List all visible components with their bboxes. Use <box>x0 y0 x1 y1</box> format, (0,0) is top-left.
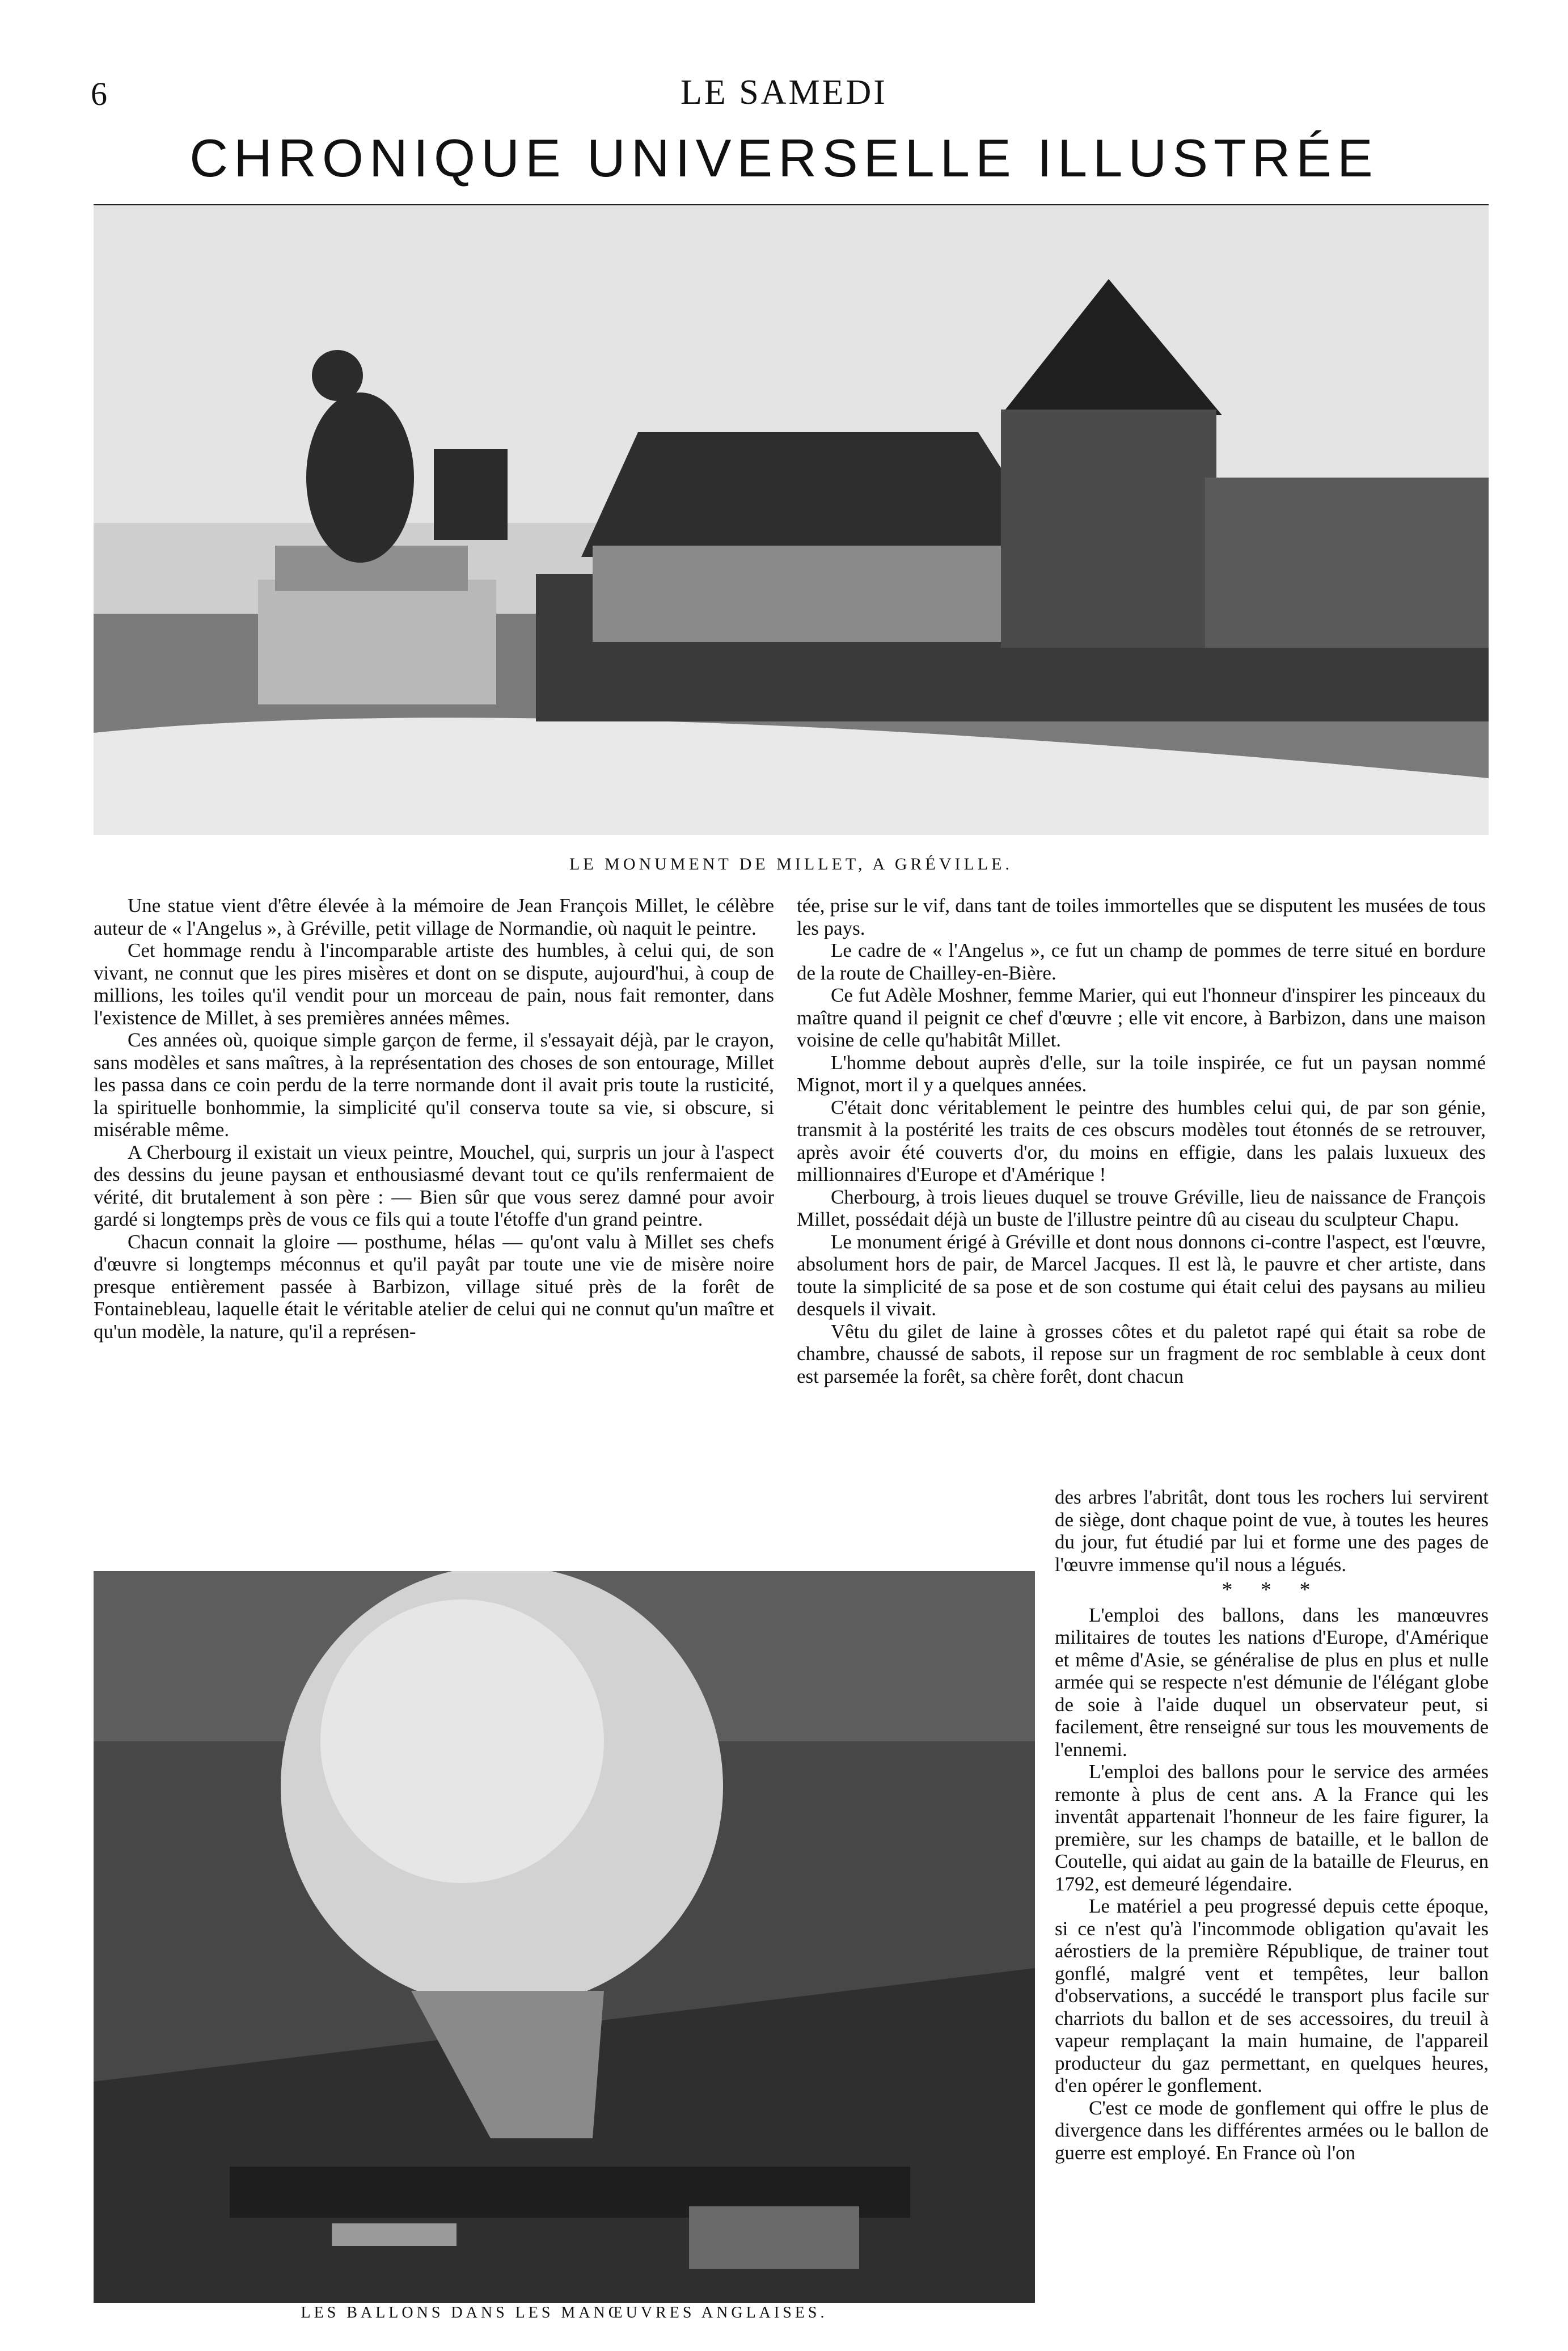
article-column-left <box>94 894 774 1343</box>
paragraph: L'homme debout auprès d'elle, sur la toile inspirée, ce fut un paysan nommé Mignot, mort il y a quelques années. <box>797 1051 1486 1096</box>
balloon-caption: LES BALLONS DANS LES MANŒUVRES ANGLAISES. <box>301 2304 828 2322</box>
monument-caption: LE MONUMENT DE MILLET, A GRÉVILLE. <box>569 855 1013 873</box>
paragraph: L'emploi des ballons pour le service des armées remonte à plus de cent ans. A la France qui les inventât appartenait l'honneur de les faire figurer, la première, sur les champs de bataille, et le ballon de Coutelle, qui aidat au gain de la bataille de Fleurus, en 1792, est demeuré légendaire. <box>1055 1761 1489 1895</box>
masthead-title: CHRONIQUE UNIVERSELLE ILLUSTRÉE <box>189 128 1379 188</box>
paragraph: A Cherbourg il existait un vieux peintre, Mouchel, qui, surpris un jour à l'aspect des dessins du jeune paysan et enthousiasmé devant tout ce qu'ils renfermaient de vérité, dit brutalement à son père : — Bien sûr que vous serez damné pour avoir gardé si longtemps près de vous ce fils qui a toute l'étoffe d'un grand peintre. <box>94 1141 774 1230</box>
paragraph: Vêtu du gilet de laine à grosses côtes et du paletot rapé qui était sa robe de chambre, chaussé de sabots, il repose sur un fragment de roc semblable à ceux dont est parsemée la forêt, sa chère forêt, dont chacun <box>797 1320 1486 1387</box>
paragraph: C'est ce mode de gonflement qui offre le plus de divergence dans les différentes armées ou le ballon de guerre est employé. En France où l'on <box>1055 2096 1489 2164</box>
article-column-right <box>797 894 1486 1387</box>
paragraph: Ce fut Adèle Moshner, femme Marier, qui eut l'honneur d'inspirer les pinceaux du maître quand il peignit ce chef d'œuvre ; elle vit encore, à Barbizon, dans une maison voisine de celle qu'habitât Millet. <box>797 984 1486 1051</box>
paragraph: Le monument érigé à Gréville et dont nous donnons ci-contre l'aspect, est l'œuvre, absolument hors de pair, de Marcel Jacques. Il est là, le pauvre et cher artiste, dans toute la simplicité de sa pose et de son costume qui était celui des paysans au milieu desquels il vivait. <box>797 1230 1486 1320</box>
balloon-photo <box>94 1571 1035 2303</box>
page-number: 6 <box>91 75 107 112</box>
paragraph: C'était donc véritablement le peintre des humbles celui qui, de par son génie, transmit à la postérité les traits de ces obscurs modèles tout étonnés de se retrouver, après avoir été couverts d'or, du moins en effigie, dans les palais luxueux des millionnaires d'Europe et d'Amérique ! <box>797 1096 1486 1185</box>
article-column-narrow <box>1055 1486 1489 2164</box>
section-separator: * * * <box>1222 1578 1322 1602</box>
paragraph: des arbres l'abritât, dont tous les rochers lui servirent de siège, dont chaque point de vue, à toutes les heures du jour, fut étudié par lui et forme une des pages de l'œuvre immense qu'il nous a légués. <box>1055 1486 1489 1576</box>
paragraph: Cet hommage rendu à l'incomparable artiste des humbles, à celui qui, de son vivant, ne connut que les pires misères et dont on se dispute, aujourd'hui, à coup de millions, les toiles qu'il vendit pour un morceau de pain, nous fait remonter, dans l'existence de Millet, à ses premières années mêmes. <box>94 939 774 1029</box>
paragraph: Ces années où, quoique simple garçon de ferme, il s'essayait déjà, par le crayon, sans modèles et sans maîtres, à la représentation des choses de son entourage, Millet les passa dans ce coin perdu de la terre normande dont il avait pris toute la rusticité, la spirituelle bonhommie, la simplicité qu'il conserva toute sa vie, si obscure, si misérable même. <box>94 1029 774 1141</box>
paragraph: Chacun connait la gloire — posthume, hélas — qu'ont valu à Millet ses chefs d'œuvre si longtemps méconnus et qu'il payât par toute une vie de misère noire presque entièrement passée à Barbizon, village situé près de la forêt de Fontainebleau, laquelle était le véritable atelier de celui qui ne connut qu'un maître et qu'un modèle, la nature, qu'il a représen- <box>94 1230 774 1343</box>
paragraph: tée, prise sur le vif, dans tant de toiles immortelles que se disputent les musées de tous les pays. <box>797 894 1486 939</box>
paragraph: L'emploi des ballons, dans les manœuvres militaires de toutes les nations d'Europe, d'Amérique et même d'Asie, se généralise de plus en plus et nulle armée qui se respecte n'est démunie de l'élégant globe de soie à l'aide duquel un observateur peut, si facilement, être renseigné sur tous les mouvements de l'ennemi. <box>1055 1603 1489 1761</box>
paragraph: Le matériel a peu progressé depuis cette époque, si ce n'est qu'à l'incommode obligation qu'avait les aérostiers de la première République, de trainer tout gonflé, malgré vent et tempêtes, leur ballon d'observations, a succédé le transport plus facile sur charriots du ballon et de ses accessoires, du treuil à vapeur remplaçant la main humaine, de l'appareil producteur du gaz permettant, en quelques heures, d'en opérer le gonflement. <box>1055 1895 1489 2096</box>
paragraph: Cherbourg, à trois lieues duquel se trouve Gréville, lieu de naissance de François Millet, possédait déjà un buste de l'illustre peintre dû au ciseau du sculpteur Chapu. <box>797 1185 1486 1230</box>
monument-photo <box>94 205 1489 835</box>
running-title: LE SAMEDI <box>681 73 887 112</box>
paragraph: Le cadre de « l'Angelus », ce fut un champ de pommes de terre situé en bordure de la route de Chailley-en-Bière. <box>797 939 1486 984</box>
paragraph: Une statue vient d'être élevée à la mémoire de Jean François Millet, le célèbre auteur de « l'Angelus », à Gréville, petit village de Normandie, où naquit le peintre. <box>94 894 774 939</box>
